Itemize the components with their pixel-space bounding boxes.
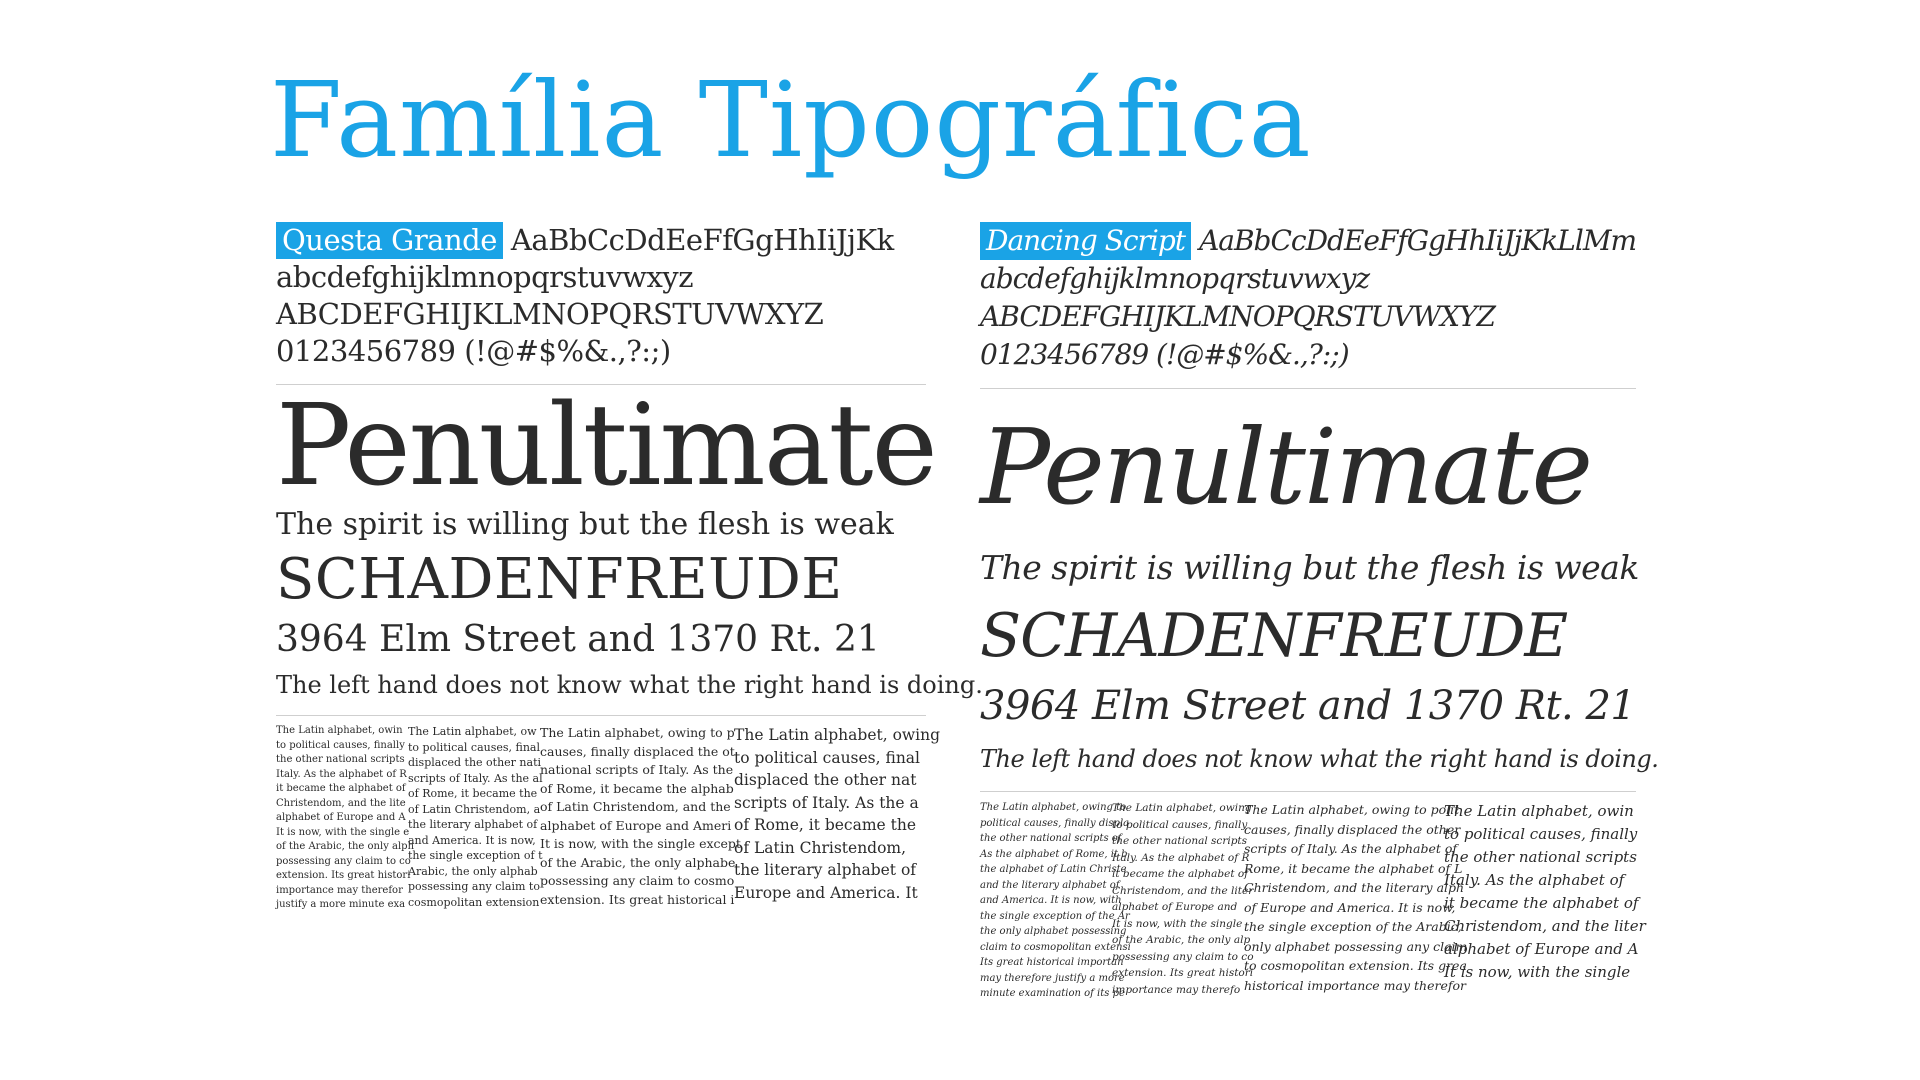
text-line: Christendom, and the lite [276, 797, 406, 809]
text-line: of Rome, it became the [408, 787, 538, 800]
text-line: Arabic, the only alphab [408, 864, 538, 878]
text-line: Italy. As the alphabet of [1444, 871, 1625, 889]
charset-digits: 0123456789 (!@#$%&.,?:;) [980, 338, 1349, 371]
text-line: it became the alphabet of [1444, 894, 1639, 912]
charset-mixed: AaBbCcDdEeFfGgHhIiJjKkLlMm [1199, 224, 1637, 257]
text-column [408, 724, 543, 913]
text-line: only alphabet possessing any claim [1244, 938, 1468, 954]
text-line: scripts of Italy. As the a [734, 793, 919, 812]
text-line: may therefore justify a more [980, 972, 1125, 984]
text-line: and America. It is now, [408, 833, 536, 847]
sample-proverb: The left hand does not know what the right hand is doing. [980, 745, 1659, 773]
text-line: the single exception of the Ar [980, 910, 1130, 922]
text-line: the other national scripts of [980, 833, 1122, 844]
text-line: alphabet of Europe and Ameri [540, 817, 732, 833]
text-line: and America. It is now, with [980, 895, 1122, 906]
text-line: to political causes, final [408, 740, 541, 754]
text-line: The Latin alphabet, owin [1444, 802, 1634, 820]
text-line: extension. Its great historical i [540, 891, 735, 907]
text-line: of Rome, it became the alphab [540, 780, 734, 796]
text-line: Its great historical importan [980, 957, 1124, 968]
text-line: of the Arabic, the only alp [1112, 934, 1251, 946]
text-line: possessing any claim to cosmo [540, 873, 735, 888]
charset-mixed: AaBbCcDdEeFfGgHhIiJjKk [510, 223, 894, 257]
text-line: historical importance may therefor [1244, 977, 1466, 993]
sample-address: 3964 Elm Street and 1370 Rt. 21 [980, 683, 1636, 729]
text-line: it became the alphabet of [276, 783, 406, 794]
paragraph-lines [1112, 800, 1254, 998]
text-line: Italy. As the alphabet of R [1112, 851, 1250, 864]
text-line: the literary alphabet of [408, 818, 538, 831]
paragraph-lines [1444, 800, 1646, 984]
text-line: scripts of Italy. As the alphabet of [1244, 841, 1458, 856]
text-line: to cosmopolitan extension. Its grea [1244, 958, 1467, 973]
display-word: Penultimate [276, 381, 936, 511]
text-line: displaced the other nati [408, 756, 542, 769]
sample-sentence: The spirit is willing but the flesh is weak [980, 548, 1639, 587]
text-line: the literary alphabet of [734, 861, 917, 879]
text-line: alphabet of Europe and A [276, 812, 406, 823]
specimen-dancing-script [980, 222, 1659, 1022]
text-line: possessing any claim to [408, 880, 540, 893]
text-line: causes, finally displaced the other [1244, 821, 1461, 837]
paragraph-lines [276, 724, 415, 913]
text-line: to political causes, finally [276, 739, 405, 751]
specimen-questa-grande [276, 222, 983, 952]
paragraph-lines [734, 724, 941, 904]
display-word: Penultimate [980, 406, 1592, 528]
charset-digits: 0123456789 (!@#$%&.,?:;) [276, 334, 671, 368]
sample-caps-word: SCHADENFREUDE [276, 547, 843, 612]
text-line: alphabet of Europe and A [1444, 940, 1639, 958]
text-line: importance may therefo [1112, 983, 1241, 996]
text-line: The Latin alphabet, owing to p [540, 725, 735, 740]
text-column [734, 724, 941, 913]
text-line: of Latin Christendom, [734, 838, 907, 857]
font-name-label: Questa Grande [276, 222, 503, 259]
text-column [1244, 800, 1468, 1002]
text-line: As the alphabet of Rome, it b [980, 848, 1128, 860]
text-line: The Latin alphabet, owing [1112, 802, 1252, 814]
text-line: The Latin alphabet, ow [408, 725, 537, 738]
text-line: Christendom, and the liter [1444, 917, 1646, 935]
text-line: It is now, with the single [1444, 963, 1631, 981]
text-line: claim to cosmopolitan extensi [980, 941, 1131, 953]
text-line: to political causes, finally [1444, 825, 1638, 843]
text-column [1112, 800, 1254, 1002]
charset-uppercase: ABCDEFGHIJKLMNOPQRSTUVWXYZ [276, 297, 824, 331]
text-line: political causes, finally displa [980, 817, 1130, 829]
text-line: and the literary alphabet of [980, 879, 1120, 891]
text-line: Rome, it became the alphabet of L [1244, 860, 1463, 876]
page-title: Família Tipográfica [270, 59, 1312, 181]
text-line: to political causes, finally [1112, 818, 1248, 831]
text-line: importance may therefor [276, 884, 403, 896]
text-line: displaced the other nat [734, 771, 917, 789]
text-line: The Latin alphabet, owin [276, 725, 403, 736]
text-line: Italy. As the alphabet of R [276, 768, 407, 780]
text-line: the single exception of t [408, 849, 543, 862]
charset-uppercase: ABCDEFGHIJKLMNOPQRSTUVWXYZ [980, 300, 1495, 333]
text-line: cosmopolitan extension [408, 895, 540, 909]
text-columns [276, 724, 941, 913]
text-line: extension. Its great histori [1112, 967, 1254, 979]
text-column [276, 724, 415, 913]
text-line: minute examination of its pe [980, 988, 1125, 999]
text-line: of the Arabic, the only alphabe [540, 854, 736, 870]
divider [980, 791, 1636, 792]
text-line: It is now, with the single e [276, 826, 410, 838]
text-line: the single exception of the Arabic, [1244, 919, 1462, 934]
text-line: of Europe and America. It is now, [1244, 899, 1456, 915]
text-line: alphabet of Europe and [1112, 901, 1238, 913]
divider [276, 715, 926, 716]
charset-lowercase: abcdefghijklmnopqrstuvwxyz [276, 260, 693, 294]
text-line: it became the alphabet of [1112, 868, 1249, 880]
text-line: justify a more minute exa [276, 899, 406, 910]
paragraph-lines [408, 724, 543, 910]
text-line: scripts of Italy. As the al [408, 771, 543, 785]
paragraph-lines [540, 724, 741, 909]
text-line: of the Arabic, the only alph [276, 841, 415, 852]
font-name-label: Dancing Script [980, 222, 1191, 260]
text-column [540, 724, 741, 913]
sample-caps-word: SCHADENFREUDE [980, 601, 1568, 671]
sample-sentence: The spirit is willing but the flesh is weak [276, 507, 894, 542]
text-line: to political causes, final [734, 748, 921, 767]
text-line: The Latin alphabet, owing to [980, 802, 1127, 813]
text-line: The Latin alphabet, owing to polit [1244, 802, 1460, 817]
charset-row-mixed [276, 222, 926, 259]
charset-row-mixed [980, 222, 1636, 260]
text-line: possessing any claim to co [1112, 950, 1254, 963]
text-line: Europe and America. It [734, 883, 918, 902]
text-line: It is now, with the single [1112, 917, 1243, 930]
text-line: causes, finally displaced the ot [540, 743, 735, 759]
sample-address: 3964 Elm Street and 1370 Rt. 21 [276, 619, 880, 660]
text-line: It is now, with the single except [540, 836, 741, 851]
text-line: possessing any claim to co [276, 855, 411, 867]
text-line: the other national scripts [1444, 848, 1637, 866]
text-line: of Rome, it became the [734, 816, 917, 834]
text-line: the alphabet of Latin Christe [980, 864, 1127, 875]
text-line: the other national scripts [276, 754, 405, 765]
charset-lowercase: abcdefghijklmnopqrstuvwxyz [980, 262, 1370, 295]
text-line: national scripts of Italy. As the [540, 762, 734, 777]
text-columns [980, 800, 1646, 1002]
sample-proverb: The left hand does not know what the right hand is doing. [276, 671, 983, 699]
divider [980, 388, 1636, 389]
text-line: the other national scripts [1112, 835, 1248, 847]
text-column [1444, 800, 1646, 1002]
text-column [980, 800, 1131, 1002]
text-line: of Latin Christendom, a [408, 802, 541, 816]
text-line: extension. Its great histori [276, 870, 411, 881]
paragraph-lines [1244, 800, 1468, 995]
text-line: Christendom, and the literary alph [1244, 880, 1465, 895]
text-line: of Latin Christendom, and the [540, 799, 731, 814]
text-line: the only alphabet possessing [980, 926, 1127, 937]
text-line: Christendom, and the liter [1112, 884, 1254, 897]
paragraph-lines [980, 800, 1131, 1002]
text-line: The Latin alphabet, owing [734, 726, 941, 744]
